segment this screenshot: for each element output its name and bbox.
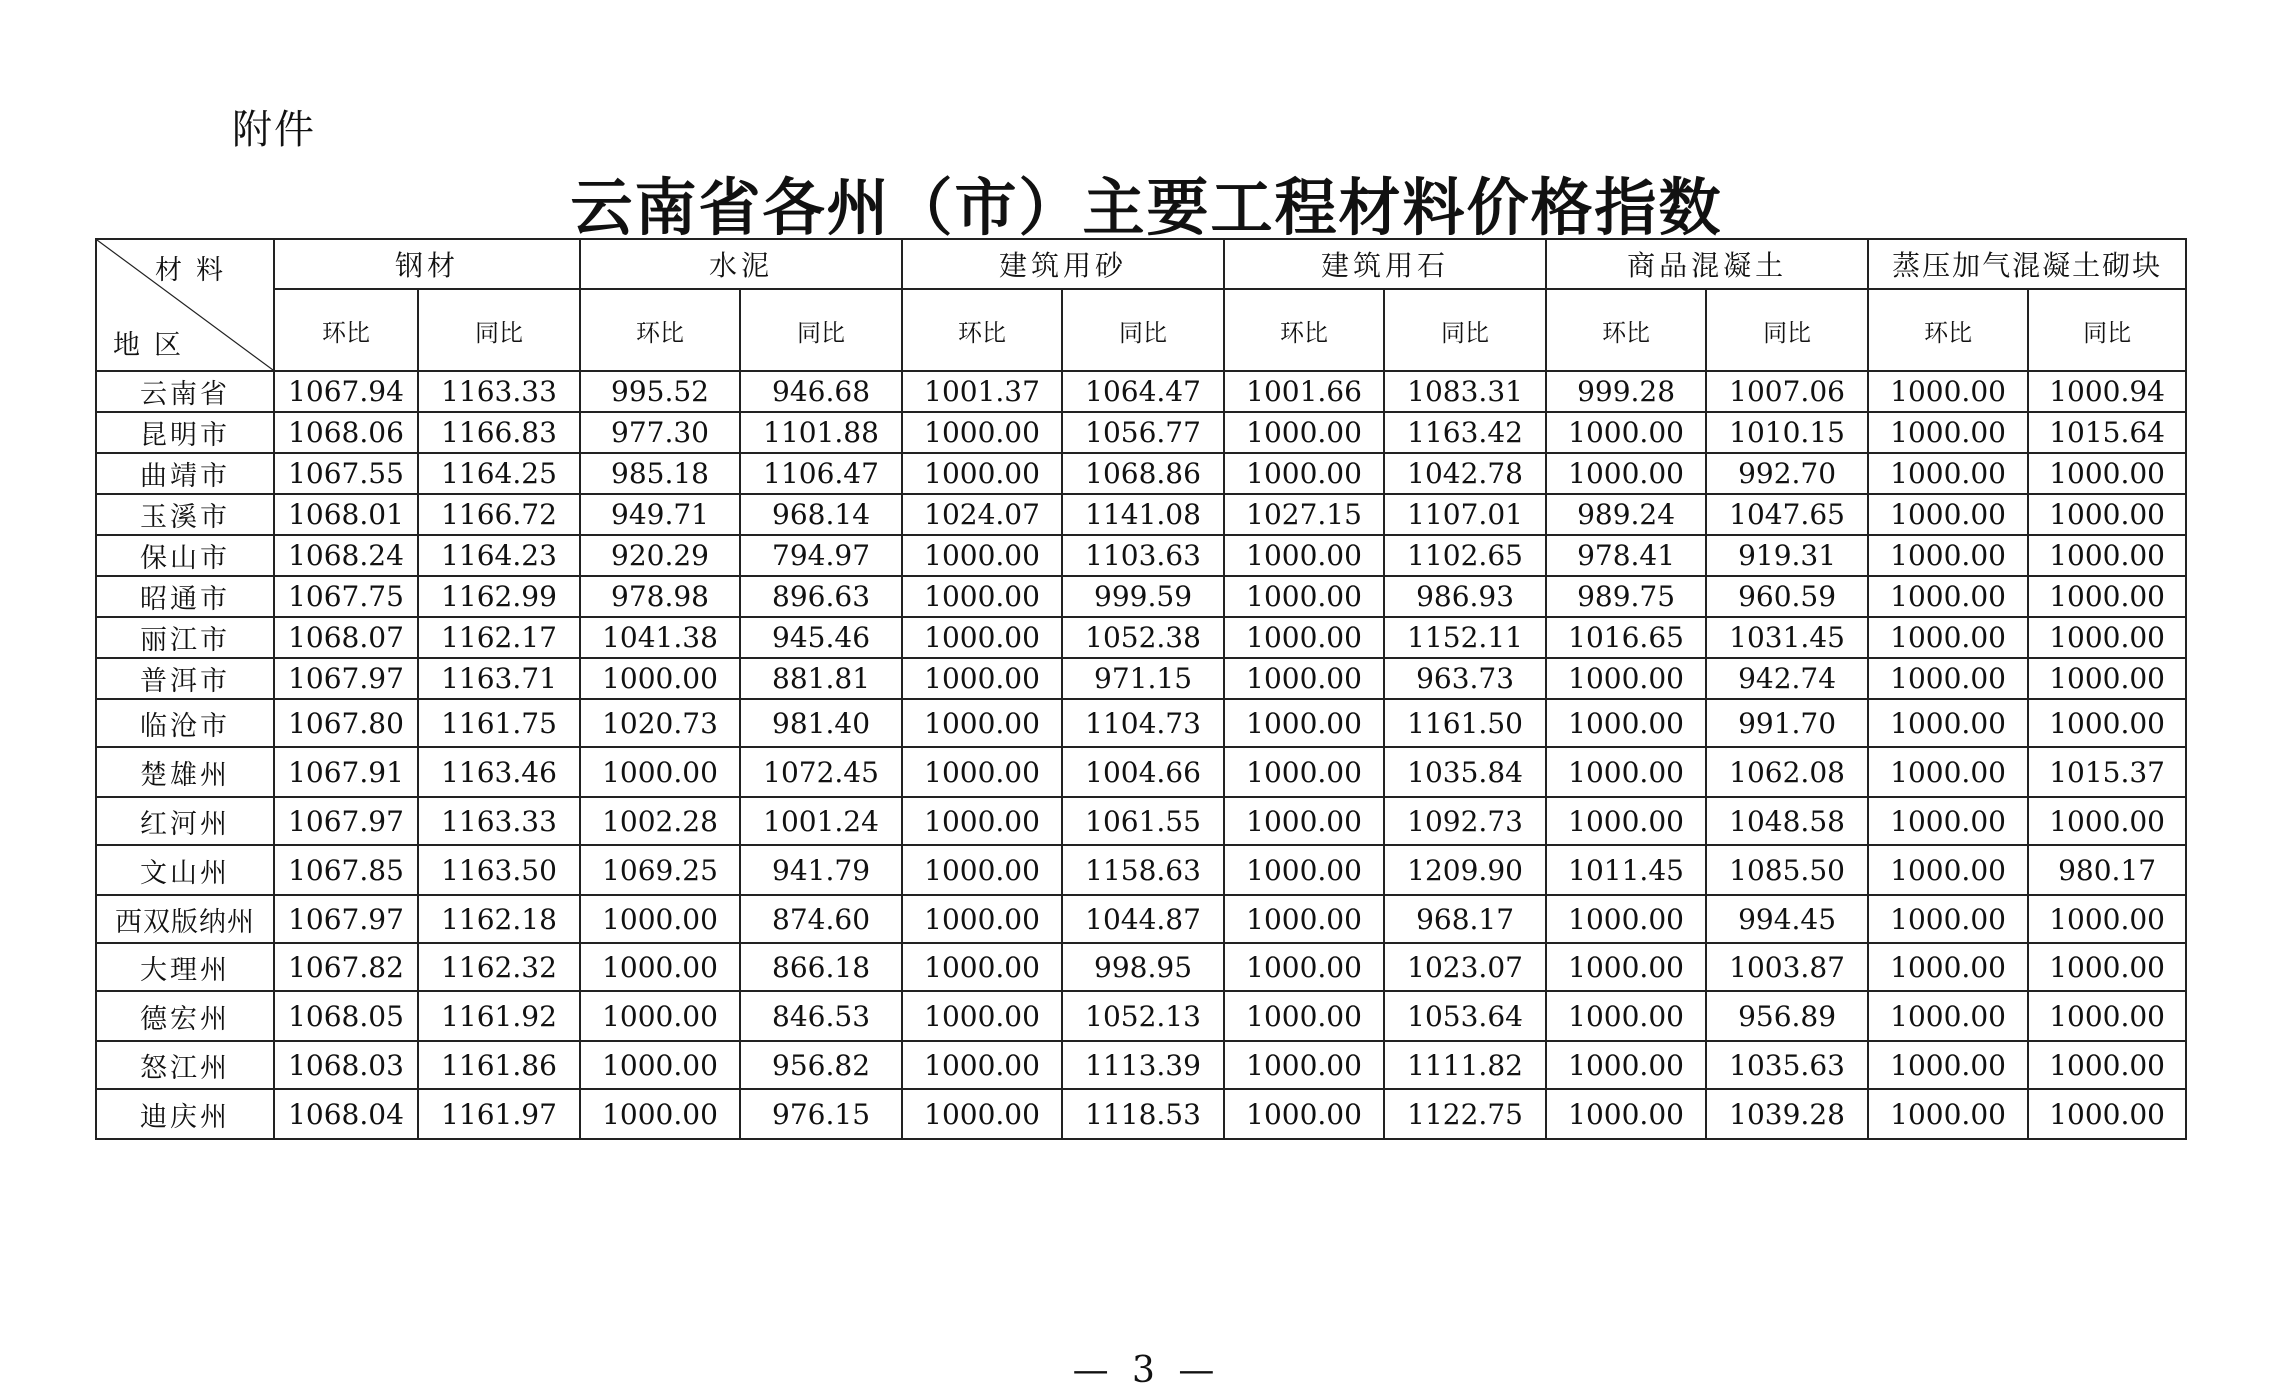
mom-header: 环比 [580,289,740,371]
value-cell: 1067.85 [274,845,418,895]
value-cell: 1118.53 [1062,1089,1224,1139]
value-cell: 1161.50 [1384,699,1546,747]
value-cell: 1000.00 [1868,797,2028,845]
region-cell: 德宏州 [96,991,274,1041]
value-cell: 1064.47 [1062,371,1224,412]
value-cell: 1067.97 [274,797,418,845]
value-cell: 1000.00 [1546,797,1706,845]
value-cell: 1000.00 [1224,617,1384,658]
table-row [96,371,2186,412]
value-cell: 1000.00 [1868,747,2028,797]
value-cell: 1141.08 [1062,494,1224,535]
table-row [96,412,2186,453]
value-cell: 1067.97 [274,895,418,943]
value-cell: 1113.39 [1062,1041,1224,1089]
value-cell: 846.53 [740,991,902,1041]
sub-header-row [96,289,2186,371]
value-cell: 1067.80 [274,699,418,747]
value-cell: 1010.15 [1706,412,1868,453]
value-cell: 1000.00 [2028,535,2186,576]
value-cell: 1035.63 [1706,1041,1868,1089]
value-cell: 1000.00 [902,1089,1062,1139]
value-cell: 1000.00 [2028,576,2186,617]
value-cell: 1000.00 [1224,658,1384,699]
value-cell: 1000.00 [902,991,1062,1041]
value-cell: 1067.97 [274,658,418,699]
region-cell: 丽江市 [96,617,274,658]
value-cell: 1161.97 [418,1089,580,1139]
table-row [96,699,2186,747]
value-cell: 1000.00 [1546,1089,1706,1139]
value-cell: 1000.00 [1546,1041,1706,1089]
value-cell: 866.18 [740,943,902,991]
value-cell: 1000.00 [1224,453,1384,494]
value-cell: 991.70 [1706,699,1868,747]
value-cell: 881.81 [740,658,902,699]
value-cell: 945.46 [740,617,902,658]
value-cell: 1000.00 [902,943,1062,991]
table-row [96,797,2186,845]
yoy-header: 同比 [1062,289,1224,371]
value-cell: 1000.00 [580,991,740,1041]
value-cell: 1106.47 [740,453,902,494]
value-cell: 971.15 [1062,658,1224,699]
value-cell: 1166.72 [418,494,580,535]
table-row [96,1041,2186,1089]
value-cell: 1000.00 [2028,895,2186,943]
material-header: 水泥 [580,239,902,289]
value-cell: 1163.42 [1384,412,1546,453]
value-cell: 1000.94 [2028,371,2186,412]
yoy-header: 同比 [2028,289,2186,371]
value-cell: 956.82 [740,1041,902,1089]
table-body [96,371,2186,1139]
value-cell: 978.98 [580,576,740,617]
region-cell: 玉溪市 [96,494,274,535]
value-cell: 1000.00 [1546,412,1706,453]
value-cell: 1000.00 [1224,699,1384,747]
value-cell: 896.63 [740,576,902,617]
region-cell: 云南省 [96,371,274,412]
value-cell: 980.17 [2028,845,2186,895]
value-cell: 1000.00 [2028,991,2186,1041]
value-cell: 977.30 [580,412,740,453]
value-cell: 1068.05 [274,991,418,1041]
value-cell: 985.18 [580,453,740,494]
value-cell: 1023.07 [1384,943,1546,991]
value-cell: 1015.37 [2028,747,2186,797]
value-cell: 1161.75 [418,699,580,747]
yoy-header: 同比 [740,289,902,371]
value-cell: 1092.73 [1384,797,1546,845]
value-cell: 1052.13 [1062,991,1224,1041]
value-cell: 1068.07 [274,617,418,658]
value-cell: 1048.58 [1706,797,1868,845]
yoy-header: 同比 [1384,289,1546,371]
value-cell: 1000.00 [1868,535,2028,576]
value-cell: 1000.00 [1546,747,1706,797]
value-cell: 1000.00 [902,797,1062,845]
table-row [96,658,2186,699]
mom-header: 环比 [1546,289,1706,371]
value-cell: 1000.00 [1224,747,1384,797]
value-cell: 1007.06 [1706,371,1868,412]
value-cell: 1039.28 [1706,1089,1868,1139]
region-cell: 临沧市 [96,699,274,747]
value-cell: 1000.00 [2028,617,2186,658]
value-cell: 1053.64 [1384,991,1546,1041]
value-cell: 1044.87 [1062,895,1224,943]
value-cell: 1000.00 [1224,412,1384,453]
value-cell: 949.71 [580,494,740,535]
value-cell: 992.70 [1706,453,1868,494]
value-cell: 1158.63 [1062,845,1224,895]
value-cell: 1072.45 [740,747,902,797]
value-cell: 1162.17 [418,617,580,658]
value-cell: 1062.08 [1706,747,1868,797]
material-header: 建筑用石 [1224,239,1546,289]
value-cell: 1000.00 [2028,1089,2186,1139]
value-cell: 989.24 [1546,494,1706,535]
yoy-header: 同比 [1706,289,1868,371]
value-cell: 1161.86 [418,1041,580,1089]
value-cell: 1152.11 [1384,617,1546,658]
value-cell: 1163.33 [418,797,580,845]
table-row [96,494,2186,535]
material-header: 商品混凝土 [1546,239,1868,289]
value-cell: 1000.00 [902,576,1062,617]
value-cell: 968.17 [1384,895,1546,943]
value-cell: 1209.90 [1384,845,1546,895]
value-cell: 995.52 [580,371,740,412]
page-number: — 3 — [1072,1350,1221,1391]
value-cell: 1067.75 [274,576,418,617]
value-cell: 1000.00 [1868,412,2028,453]
value-cell: 978.41 [1546,535,1706,576]
value-cell: 1001.24 [740,797,902,845]
mom-header: 环比 [902,289,1062,371]
value-cell: 1068.01 [274,494,418,535]
value-cell: 1000.00 [1546,943,1706,991]
value-cell: 998.95 [1062,943,1224,991]
value-cell: 1000.00 [1868,991,2028,1041]
value-cell: 1067.82 [274,943,418,991]
value-cell: 919.31 [1706,535,1868,576]
value-cell: 999.28 [1546,371,1706,412]
region-cell: 文山州 [96,845,274,895]
value-cell: 1000.00 [1868,699,2028,747]
value-cell: 1011.45 [1546,845,1706,895]
value-cell: 1000.00 [2028,494,2186,535]
material-header: 建筑用砂 [902,239,1224,289]
value-cell: 981.40 [740,699,902,747]
region-cell: 昆明市 [96,412,274,453]
value-cell: 1000.00 [2028,943,2186,991]
value-cell: 1000.00 [1224,943,1384,991]
value-cell: 1000.00 [1868,943,2028,991]
region-cell: 保山市 [96,535,274,576]
yoy-header: 同比 [418,289,580,371]
value-cell: 1000.00 [1224,576,1384,617]
value-cell: 1068.86 [1062,453,1224,494]
region-cell: 楚雄州 [96,747,274,797]
value-cell: 1000.00 [902,845,1062,895]
value-cell: 1068.06 [274,412,418,453]
value-cell: 1002.28 [580,797,740,845]
value-cell: 1000.00 [2028,699,2186,747]
table-row [96,991,2186,1041]
value-cell: 1047.65 [1706,494,1868,535]
value-cell: 1000.00 [1224,797,1384,845]
value-cell: 1068.24 [274,535,418,576]
value-cell: 1111.82 [1384,1041,1546,1089]
value-cell: 1166.83 [418,412,580,453]
value-cell: 1102.65 [1384,535,1546,576]
page-title: 云南省各州（市）主要工程材料价格指数 [570,171,1723,244]
value-cell: 1161.92 [418,991,580,1041]
value-cell: 942.74 [1706,658,1868,699]
value-cell: 1041.38 [580,617,740,658]
value-cell: 1163.33 [418,371,580,412]
value-cell: 1069.25 [580,845,740,895]
mom-header: 环比 [1868,289,2028,371]
value-cell: 1052.38 [1062,617,1224,658]
value-cell: 1000.00 [580,943,740,991]
value-cell: 920.29 [580,535,740,576]
table-row [96,943,2186,991]
value-cell: 1000.00 [1868,453,2028,494]
value-cell: 1003.87 [1706,943,1868,991]
material-header: 钢材 [274,239,580,289]
value-cell: 1000.00 [1546,991,1706,1041]
value-cell: 1000.00 [1868,845,2028,895]
value-cell: 956.89 [1706,991,1868,1041]
value-cell: 1035.84 [1384,747,1546,797]
region-cell: 曲靖市 [96,453,274,494]
value-cell: 1000.00 [580,658,740,699]
value-cell: 1056.77 [1062,412,1224,453]
mom-header: 环比 [1224,289,1384,371]
value-cell: 1000.00 [902,1041,1062,1089]
value-cell: 1024.07 [902,494,1062,535]
region-cell: 昭通市 [96,576,274,617]
value-cell: 1000.00 [1224,845,1384,895]
table-row [96,453,2186,494]
region-cell: 普洱市 [96,658,274,699]
value-cell: 1101.88 [740,412,902,453]
corner-header-cell [96,239,274,371]
value-cell: 999.59 [1062,576,1224,617]
value-cell: 1000.00 [902,453,1062,494]
value-cell: 1000.00 [902,747,1062,797]
value-cell: 1163.46 [418,747,580,797]
corner-region-label: 地区 [113,330,195,361]
value-cell: 1000.00 [1868,1041,2028,1089]
value-cell: 1000.00 [1868,494,2028,535]
value-cell: 1162.99 [418,576,580,617]
value-cell: 1000.00 [902,699,1062,747]
value-cell: 1000.00 [902,535,1062,576]
value-cell: 1000.00 [1868,576,2028,617]
value-cell: 1122.75 [1384,1089,1546,1139]
value-cell: 1000.00 [902,412,1062,453]
table-row [96,747,2186,797]
material-header-row [96,239,2186,289]
price-index-table [95,238,2187,1140]
value-cell: 1085.50 [1706,845,1868,895]
value-cell: 994.45 [1706,895,1868,943]
value-cell: 874.60 [740,895,902,943]
value-cell: 1067.55 [274,453,418,494]
value-cell: 1000.00 [1546,658,1706,699]
table-row [96,535,2186,576]
table-row [96,617,2186,658]
value-cell: 1000.00 [2028,1041,2186,1089]
table-row [96,1089,2186,1139]
table-row [96,895,2186,943]
value-cell: 1000.00 [1868,895,2028,943]
attachment-label: 附件 [232,107,316,153]
region-cell: 怒江州 [96,1041,274,1089]
value-cell: 1163.71 [418,658,580,699]
value-cell: 1000.00 [580,1089,740,1139]
value-cell: 1000.00 [1224,1089,1384,1139]
value-cell: 1000.00 [2028,797,2186,845]
value-cell: 1068.04 [274,1089,418,1139]
value-cell: 986.93 [1384,576,1546,617]
value-cell: 976.15 [740,1089,902,1139]
value-cell: 1061.55 [1062,797,1224,845]
value-cell: 1000.00 [1224,895,1384,943]
value-cell: 1000.00 [2028,453,2186,494]
value-cell: 1000.00 [1868,1089,2028,1139]
table-row [96,845,2186,895]
value-cell: 1163.50 [418,845,580,895]
value-cell: 1016.65 [1546,617,1706,658]
table-row [96,576,2186,617]
value-cell: 1067.94 [274,371,418,412]
value-cell: 1000.00 [1546,895,1706,943]
value-cell: 1000.00 [1546,453,1706,494]
value-cell: 1000.00 [580,895,740,943]
region-cell: 西双版纳州 [96,895,274,943]
region-cell: 红河州 [96,797,274,845]
value-cell: 1000.00 [1546,699,1706,747]
value-cell: 941.79 [740,845,902,895]
value-cell: 1000.00 [1868,658,2028,699]
value-cell: 1015.64 [2028,412,2186,453]
value-cell: 963.73 [1384,658,1546,699]
value-cell: 1000.00 [902,895,1062,943]
corner-material-label: 材料 [155,255,237,286]
value-cell: 1000.00 [1224,535,1384,576]
value-cell: 1068.03 [274,1041,418,1089]
value-cell: 1000.00 [1868,371,2028,412]
value-cell: 1001.66 [1224,371,1384,412]
value-cell: 1000.00 [902,617,1062,658]
value-cell: 1020.73 [580,699,740,747]
value-cell: 1107.01 [1384,494,1546,535]
value-cell: 946.68 [740,371,902,412]
value-cell: 1000.00 [1224,1041,1384,1089]
mom-header: 环比 [274,289,418,371]
value-cell: 968.14 [740,494,902,535]
value-cell: 1104.73 [1062,699,1224,747]
value-cell: 960.59 [1706,576,1868,617]
value-cell: 1000.00 [580,747,740,797]
value-cell: 1162.32 [418,943,580,991]
value-cell: 1001.37 [902,371,1062,412]
region-cell: 大理州 [96,943,274,991]
value-cell: 1031.45 [1706,617,1868,658]
value-cell: 989.75 [1546,576,1706,617]
value-cell: 1004.66 [1062,747,1224,797]
value-cell: 1000.00 [1868,617,2028,658]
value-cell: 1027.15 [1224,494,1384,535]
value-cell: 1103.63 [1062,535,1224,576]
value-cell: 1083.31 [1384,371,1546,412]
value-cell: 1000.00 [580,1041,740,1089]
value-cell: 1000.00 [902,658,1062,699]
value-cell: 1164.25 [418,453,580,494]
value-cell: 1164.23 [418,535,580,576]
value-cell: 1162.18 [418,895,580,943]
value-cell: 1042.78 [1384,453,1546,494]
value-cell: 1000.00 [2028,658,2186,699]
value-cell: 794.97 [740,535,902,576]
value-cell: 1067.91 [274,747,418,797]
region-cell: 迪庆州 [96,1089,274,1139]
material-header: 蒸压加气混凝土砌块 [1868,239,2186,289]
value-cell: 1000.00 [1224,991,1384,1041]
